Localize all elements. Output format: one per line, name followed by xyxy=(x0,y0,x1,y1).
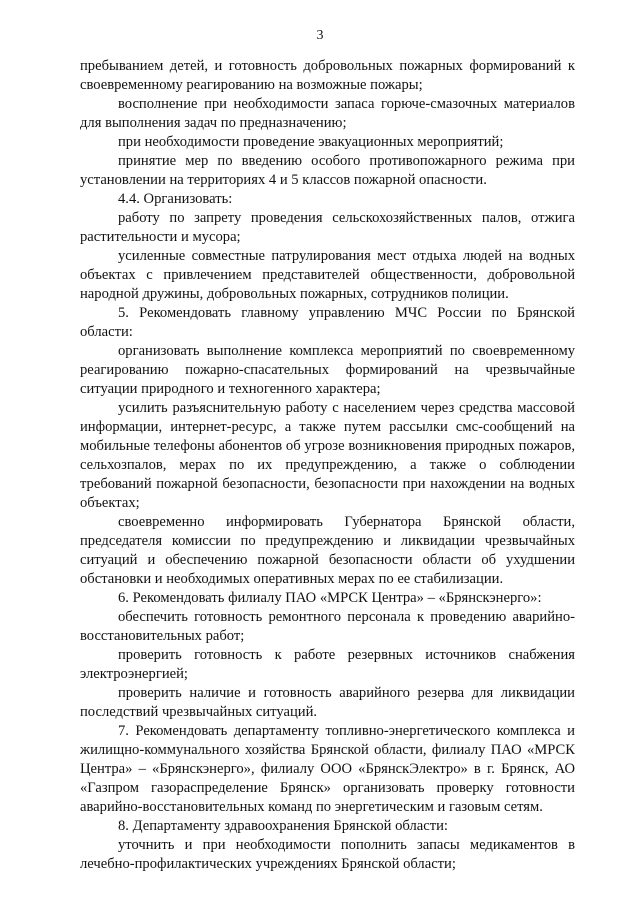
paragraph-repair-readiness: обеспечить готовность ремонтного персонала к проведению аварийно-восстановительных работ; xyxy=(80,609,575,644)
paragraph-response-measures: организовать выполнение комплекса мероприятий по своевременному реагированию пожарно-спасательных формирований на чрезвычайные ситуации природного и техногенного характера; xyxy=(80,343,575,397)
paragraph-evacuation: при необходимости проведение эвакуационных мероприятий; xyxy=(118,134,504,150)
paragraph-burning-ban: работу по запрету проведения сельскохозяйственных палов, отжига растительности и мусора; xyxy=(80,210,575,245)
paragraph-item-7: 7. Рекомендовать департаменту топливно-энергетического комплекса и жилищно-коммунального хозяйства Брянской области, филиалу ПАО «МРСК Центра» – «Брянскэнерго», филиалу ООО «БрянскЭлектро» в г. Брянск, АО «Газпром газораспределение Брянск» организовать проверку готовности аварийно-восстановительных команд по энергетическим и газовым сетям. xyxy=(80,723,575,815)
document-body xyxy=(80,57,575,874)
paragraph-item-6: 6. Рекомендовать филиалу ПАО «МРСК Центра» – «Брянскэнерго»: xyxy=(118,590,542,606)
paragraph-backup-power: проверить готовность к работе резервных источников снабжения электроэнергией; xyxy=(80,647,575,682)
page-number: 3 xyxy=(316,28,324,43)
paragraph-fire-regime: принятие мер по введению особого противопожарного режима при установлении на территориях 4 и 5 классов пожарной опасности. xyxy=(80,153,575,188)
paragraph-fuel-reserve: восполнение при необходимости запаса горюче-смазочных материалов для выполнения задач по предназначению; xyxy=(80,96,575,131)
paragraph-emergency-reserve: проверить наличие и готовность аварийного резерва для ликвидации последствий чрезвычайных ситуаций. xyxy=(80,685,575,720)
paragraph-inform-governor: своевременно информировать Губернатора Брянской области, председателя комиссии по предупреждению и ликвидации чрезвычайных ситуаций и обеспечению пожарной безопасности области об ухудшении обстановки и необходимых оперативных мерах по ее стабилизации. xyxy=(80,514,575,587)
paragraph-patrols: усиленные совместные патрулирования мест отдыха людей на водных объектах с привлечением представителей общественности, добровольной народной дружины, добровольных пожарных, сотрудников полиции. xyxy=(80,248,575,302)
paragraph-item-8: 8. Департаменту здравоохранения Брянской области: xyxy=(118,818,448,834)
paragraph-item-5: 5. Рекомендовать главному управлению МЧС России по Брянской области: xyxy=(80,305,575,340)
paragraph-medical-supplies: уточнить и при необходимости пополнить запасы медикаментов в лечебно-профилактических учреждениях Брянской области; xyxy=(80,837,575,872)
paragraph-continuation: пребыванием детей, и готовность добровольных пожарных формирований к своевременному реагированию на возможные пожары; xyxy=(80,58,575,93)
paragraph-item-4-4: 4.4. Организовать: xyxy=(118,191,233,207)
paragraph-public-outreach: усилить разъяснительную работу с населением через средства массовой информации, интернет-ресурс, а также путем рассылки смс-сообщений на мобильные телефоны абонентов об угрозе возникновения природных пожаров, сельхозпалов, мерах по их предупреждению, а также о соблюдении требований пожарной безопасности, безопасности при нахождении на водных объектах; xyxy=(80,400,575,511)
